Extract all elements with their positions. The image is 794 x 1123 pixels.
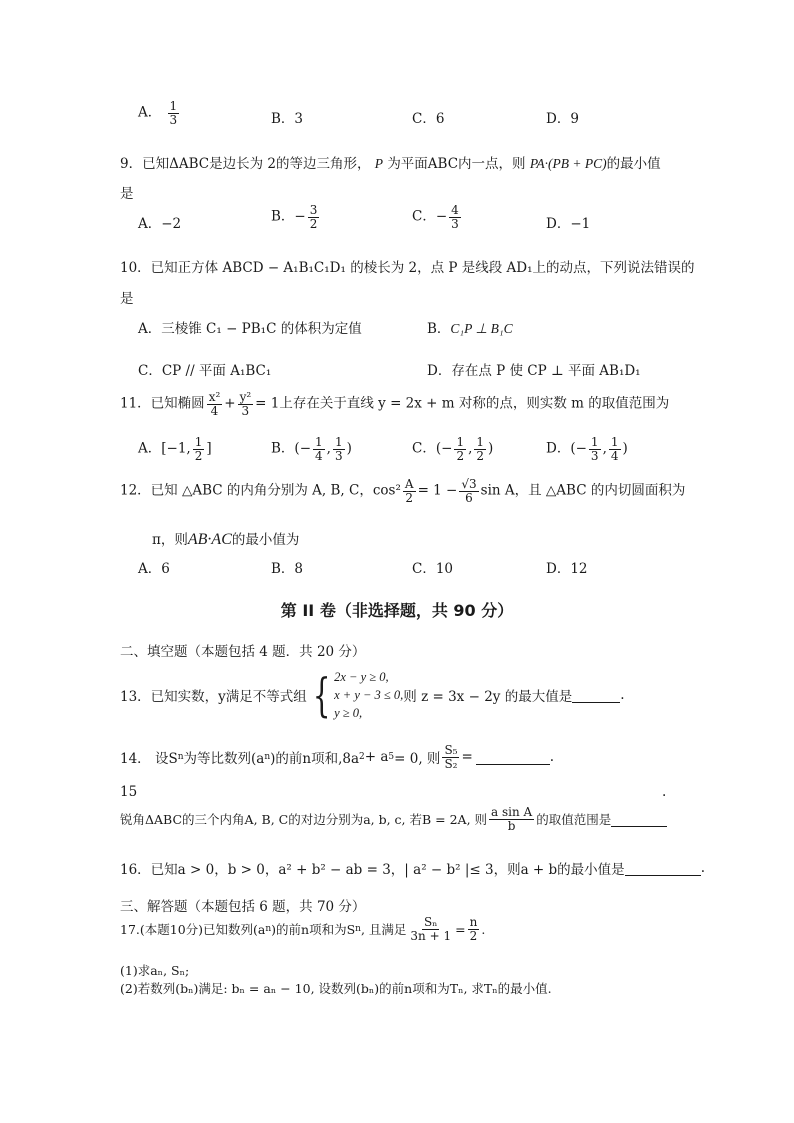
- section-title: 第 II 卷（非选择题，共 90 分）: [280, 601, 514, 620]
- q11-stem-part2: = 1上存在关于直线 y = 2x + m 对称的点，则实数 m 的取值范围为: [255, 395, 670, 412]
- part2-heading: 二、填空题（本题包括 4 题．共 20 分）: [120, 644, 366, 660]
- q12-line2-part3: 的最小值为: [231, 532, 300, 548]
- q11-option-d-comma: ,: [602, 440, 607, 457]
- q10-option-a-letter: A．: [138, 321, 162, 337]
- q14-stem-part1: 14． 设S: [120, 751, 178, 768]
- q17-stem: 17.(本题10分)已知数列(a n )的前n项和为S n , 且满足 $\frac{\text{Sₙ}}{3n + 1}$ = $\frac{n}{2}$ .: [120, 915, 486, 943]
- fraction-numerator: y²: [239, 390, 252, 404]
- q11-option-b: [271, 436, 352, 462]
- q9-option-c-sign: −: [435, 208, 448, 225]
- fraction-numerator: S₅: [444, 743, 458, 757]
- q12-stem: [120, 478, 685, 504]
- q17-stem-part1: 17.(本题10分)已知数列(a: [120, 922, 266, 938]
- q11-option-c-comma: ,: [468, 440, 473, 457]
- q13-stem: [120, 668, 625, 722]
- q8-option-c-letter: C．: [412, 111, 436, 127]
- fraction-numerator: x²: [208, 390, 221, 404]
- q11-ellipse-x-term: [207, 391, 223, 417]
- q8-option-c-value: 6: [435, 111, 445, 127]
- q13-answer-blank: [572, 688, 620, 703]
- fraction-numerator: A: [404, 477, 414, 491]
- q13-stem-part1: 13．已知实数，y满足不等式组: [120, 689, 307, 706]
- q9-option-a-value: −2: [161, 216, 182, 232]
- q12-option-a: [138, 557, 170, 577]
- fraction-numerator: √3: [461, 477, 477, 491]
- q14-stem-part4: + a: [364, 749, 389, 766]
- q12-stem-line2: [152, 528, 299, 549]
- q12-option-d-value: 12: [570, 561, 588, 577]
- q9-stem-part3: 的最小值: [606, 156, 661, 172]
- q8-option-a-fraction: [168, 100, 180, 126]
- q11-option-c-fraction-2: [474, 436, 486, 462]
- q12-option-a-value: 6: [161, 561, 170, 577]
- q8-option-a: [138, 100, 181, 126]
- q9-option-d-value: −1: [570, 216, 591, 232]
- fraction-denominator: 2: [309, 216, 318, 231]
- fraction-denominator: 4: [610, 448, 619, 463]
- q12-option-c-value: 10: [435, 561, 454, 577]
- fraction-denominator: 2: [405, 490, 414, 505]
- q14-stem-part3: )的前n项和,8a: [270, 751, 360, 768]
- q11-option-b-fraction-1: [313, 436, 325, 462]
- q8-option-b-value: 3: [294, 111, 304, 127]
- q10-option-a-text: 三棱锥 C₁ − PB₁C 的体积为定值: [161, 321, 362, 337]
- q17-fraction-1: [408, 916, 453, 942]
- q10-option-d-text: 存在点 P 使 CP ⊥ 平面 AB₁D₁: [451, 363, 641, 379]
- q11-stem-part1: 11．已知椭圆: [120, 395, 205, 412]
- fraction-denominator: b: [507, 818, 516, 833]
- q9-option-d-letter: D．: [546, 216, 571, 232]
- q9-stem: 9．已知ΔABC是边长为 2的等边三角形， P 为平面ABC内一点，则 PA·(PB + PC)的最小值: [120, 156, 661, 172]
- fraction-denominator: 3n + 1: [410, 928, 452, 943]
- q12-half-angle-fraction: [403, 478, 416, 504]
- q11-option-c-tail: ): [488, 440, 494, 457]
- fraction-numerator: a sin A: [491, 805, 533, 819]
- q15-number: 15: [120, 784, 138, 800]
- q10-stem: 10．已知正方体 ABCD − A₁B₁C₁D₁ 的棱长为 2，点 P 是线段 AD₁上的动点，下列说法错误的: [120, 260, 695, 276]
- q13-inequality-3: y ≥ 0,: [334, 706, 363, 721]
- q11-option-d-lead: (−: [570, 440, 587, 457]
- q13-end: .: [620, 687, 625, 704]
- q16-stem: [120, 858, 705, 878]
- q17-subquestion-1: (1)求aₙ, Sₙ;: [120, 963, 190, 978]
- q14-stem-part2: 为等比数列(a: [183, 751, 265, 768]
- q11-ellipse-y-term: [238, 391, 254, 417]
- q12-option-c-letter: C．: [412, 561, 436, 577]
- fraction-denominator: 4: [315, 448, 323, 463]
- q16-stem-text: 16．已知a > 0，b > 0，a² + b² − ab = 3，| a² − b² |≤ 3，则a + b的最小值是: [120, 862, 625, 878]
- fraction-denominator: 3: [334, 448, 343, 463]
- q9-option-c-fraction: [449, 204, 461, 230]
- q9-stem-part2: 为平面ABC内一点，则: [387, 156, 526, 172]
- q12-root-fraction: [459, 478, 478, 504]
- q12-stem-part2: = 1 −: [417, 482, 458, 499]
- q11-option-b-fraction-2: [333, 436, 345, 462]
- q9-stem-part1: 9．已知ΔABC是边长为 2的等边三角形，: [120, 156, 371, 172]
- q12-option-c: [412, 557, 453, 577]
- q8-option-b: [271, 107, 303, 127]
- fraction-denominator: 4: [210, 403, 219, 418]
- fraction-numerator: 1: [194, 435, 203, 449]
- q12-option-b-value: 8: [294, 561, 304, 577]
- q11-option-d: [546, 436, 628, 462]
- q17-subquestion-2: (2)若数列(bₙ)满足: bₙ = aₙ − 10, 设数列(bₙ)的前n项和为Tₙ, 求Tₙ的最小值.: [120, 981, 552, 996]
- q12-line2-part1: π，则: [152, 532, 188, 548]
- q11-option-b-letter: B．: [271, 440, 295, 457]
- fraction-numerator: n: [469, 915, 478, 929]
- q8-option-b-letter: B．: [271, 111, 295, 127]
- q9-vector-expression: PA·(PB + PC): [529, 156, 607, 171]
- q15-stem-part1: 锐角ΔABC的三个内角A, B, C的对边分别为a, b, c, 若B = 2A, 则: [120, 812, 488, 828]
- fraction-denominator: 2: [469, 928, 478, 943]
- q11-option-c-fraction-1: [454, 436, 466, 462]
- q9-option-a-letter: A．: [138, 216, 162, 232]
- q10-option-c-text: CP // 平面 A₁BC₁: [161, 363, 272, 379]
- q8-option-a-letter: A．: [138, 104, 162, 121]
- q13-inequality-2: x + y − 3 ≤ 0,: [334, 688, 404, 703]
- q14-stem-part5: = 0, 则: [394, 751, 441, 768]
- q17-end: .: [481, 921, 486, 937]
- q11-option-d-fraction-1: [589, 436, 601, 462]
- q15-answer-blank: [611, 812, 667, 827]
- q11-option-b-comma: ,: [326, 440, 331, 457]
- fraction-denominator: 3: [451, 216, 459, 231]
- q9-option-b-letter: B．: [271, 208, 295, 225]
- q9-option-b-sign: −: [294, 208, 306, 225]
- fraction-numerator: 1: [169, 99, 178, 113]
- q12-stem-part1: 12．已知 △ABC 的内角分别为 A, B, C，cos²: [120, 482, 401, 499]
- q13-stem-part2: 则 z = 3x − 2y 的最大值是: [403, 689, 573, 706]
- q10-stem-line2: 是: [120, 291, 134, 307]
- left-brace-icon: {: [312, 668, 331, 723]
- fraction-denominator: S₂: [444, 756, 458, 771]
- q11-option-d-letter: D．: [546, 440, 571, 457]
- fraction-numerator: 4: [451, 203, 459, 217]
- q12-option-b: [271, 557, 303, 577]
- q9-option-c-letter: C．: [412, 208, 436, 225]
- q11-option-c: [412, 436, 493, 462]
- q10-option-b-letter: B．: [427, 321, 451, 337]
- q10-option-c-letter: C．: [138, 363, 162, 379]
- fraction-numerator: 1: [456, 435, 465, 449]
- q16-answer-blank: [625, 861, 701, 876]
- q17-stem-part2: )的前n项和为S: [271, 922, 356, 938]
- q15-stem-part2: 的取值范围是: [536, 812, 612, 828]
- q16-end: .: [700, 860, 705, 876]
- q12-option-d-letter: D．: [546, 561, 571, 577]
- fraction-numerator: 3: [309, 203, 318, 217]
- q14-ratio-fraction: [442, 744, 459, 770]
- q11-option-c-letter: C．: [412, 440, 436, 457]
- q11-option-b-tail: ): [346, 440, 352, 457]
- q9-option-b: [271, 204, 321, 230]
- q14-stem: 14． 设S n 为等比数列(a n )的前n项和,8a 2 + a 5 = 0, 则 $\frac{\text{S₅}}{\text{S₂}}$ = .: [120, 743, 555, 771]
- q15-stem: [120, 806, 667, 832]
- fraction-denominator: 6: [465, 490, 473, 505]
- fraction-denominator: 2: [194, 448, 203, 463]
- fraction-numerator: 1: [315, 435, 323, 449]
- fraction-numerator: 1: [476, 435, 485, 449]
- q17-stem-part3: , 且满足: [360, 922, 407, 938]
- q11-option-d-tail: ): [622, 440, 628, 457]
- q11-option-a-tail: ]: [206, 440, 212, 457]
- fraction-numerator: 1: [334, 435, 343, 449]
- q10-option-d-letter: D．: [427, 363, 452, 379]
- q11-option-a-letter: A．: [138, 440, 162, 457]
- q10-option-b: [427, 317, 513, 337]
- q9-option-d: [546, 212, 590, 232]
- fraction-denominator: 3: [169, 112, 178, 127]
- q9-option-a: [138, 212, 181, 232]
- q9-option-b-fraction: [308, 204, 320, 230]
- fraction-denominator: 3: [590, 448, 599, 463]
- q15-dot: .: [662, 784, 667, 800]
- q11-option-a-fraction: [193, 436, 205, 462]
- q14-answer-blank: [476, 750, 550, 765]
- q11-option-d-fraction-2: [609, 436, 621, 462]
- q11-option-a: [138, 436, 212, 462]
- q12-option-d: [546, 557, 588, 577]
- fraction-numerator: Sₙ: [424, 915, 438, 929]
- q8-option-d-letter: D．: [546, 111, 571, 127]
- fraction-denominator: 2: [476, 448, 485, 463]
- q10-option-c: [138, 359, 271, 379]
- q11-option-b-lead: (−: [294, 440, 312, 457]
- q12-option-b-letter: B．: [271, 561, 295, 577]
- q11-stem: 11．已知椭圆 $\frac{\text{x²}}{4}$ + $\frac{\text{y²}}{3}$ = 1上存在关于直线 y = 2x + m 对称的点，则实数 m 的取值范围为: [120, 390, 670, 418]
- q8-option-d-value: 9: [570, 111, 579, 127]
- q8-option-c: [412, 107, 444, 127]
- q14-stem-part6: =: [461, 749, 473, 766]
- q17-fraction-2: [468, 916, 480, 942]
- q13-inequality-1: 2x − y ≥ 0,: [334, 670, 389, 684]
- fraction-numerator: 1: [590, 435, 599, 449]
- q15-fraction: [489, 806, 534, 832]
- q10-option-b-text: C₁P ⊥ B₁C: [450, 321, 513, 336]
- q12-dot-product: AB·AC: [187, 531, 232, 548]
- part3-heading: 三、解答题（本题包括 6 题，共 70 分）: [120, 899, 366, 915]
- q10-option-d: [427, 359, 641, 379]
- q11-option-a-lead: [−1,: [161, 440, 191, 457]
- fraction-denominator: 2: [456, 448, 465, 463]
- q8-option-d: [546, 107, 579, 127]
- q9-option-c: [412, 204, 463, 230]
- q11-option-c-lead: (−: [435, 440, 453, 457]
- q14-end: .: [549, 749, 555, 766]
- q13-inequality-system: [307, 668, 403, 722]
- q17-stem-part4: =: [455, 921, 466, 937]
- q9-stem-line2: 是: [120, 186, 134, 202]
- q12-stem-part3: sin A，且 △ABC 的内切圆面积为: [480, 482, 686, 499]
- q12-option-a-letter: A．: [138, 561, 162, 577]
- q10-option-a: [138, 317, 362, 337]
- fraction-denominator: 3: [241, 403, 250, 418]
- fraction-numerator: 1: [610, 435, 619, 449]
